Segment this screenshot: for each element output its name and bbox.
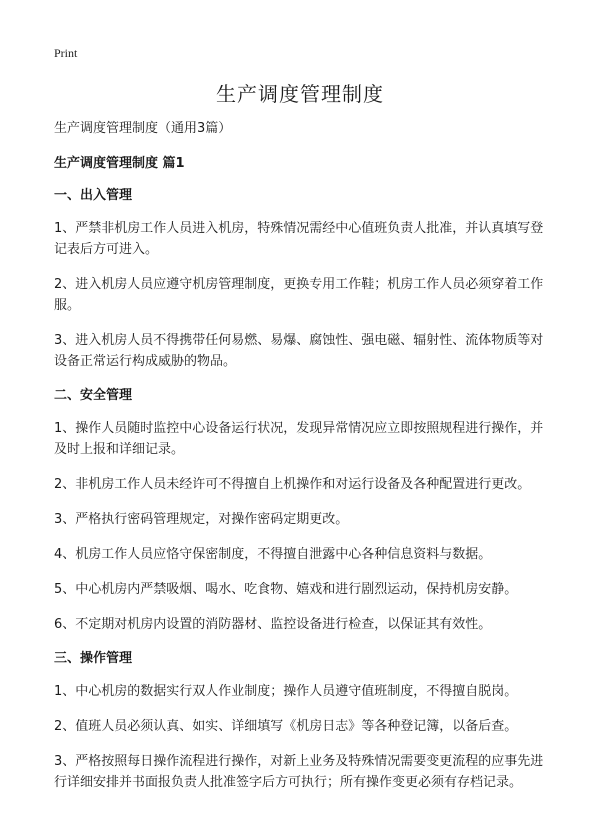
document-body (54, 119, 550, 807)
section-paragraph: 3、严格按照每日操作流程进行操作，对新上业务及特殊情况需要变更流程的应事先进行详细安排并书面报负责人批准签字后方可执行；所有操作变更必须有存档记录。 (54, 754, 544, 790)
section-paragraph: 6、不定期对机房内设置的消防器材、监控设备进行检查，以保证其有效性。 (54, 617, 492, 632)
section-paragraph: 3、严格执行密码管理规定，对操作密码定期更改。 (54, 512, 349, 527)
section-paragraph: 2、进入机房人员应遵守机房管理制度，更换专用工作鞋；机房工作人员必须穿着工作服。 (54, 277, 544, 313)
section-heading: 三、操作管理 (54, 651, 133, 666)
section-paragraph: 3、进入机房人员不得携带任何易燃、易爆、腐蚀性、强电磁、辐射性、流体物质等对设备正常运行构成威胁的物品。 (54, 333, 544, 369)
section-paragraph: 1、操作人员随时监控中心设备运行状况，发现异常情况应立即按照规程进行操作，并及时上报和详细记录。 (54, 421, 544, 457)
section-heading: 一、出入管理 (54, 188, 133, 203)
section-paragraph: 4、机房工作人员应恪守保密制度，不得擅自泄露中心各种信息资料与数据。 (54, 547, 492, 562)
print-link[interactable]: Print (54, 46, 78, 60)
section-paragraph: 5、中心机房内严禁吸烟、喝水、吃食物、嬉戏和进行剧烈运动，保持机房安静。 (54, 582, 518, 597)
section-paragraph: 2、值班人员必须认真、如实、详细填写《机房日志》等各种登记簿，以备后查。 (54, 719, 518, 734)
section-paragraph: 2、非机房工作人员未经许可不得擅自上机操作和对运行设备及各种配置进行更改。 (54, 477, 531, 492)
section-heading: 二、安全管理 (54, 388, 133, 403)
section-paragraph: 1、中心机房的数据实行双人作业制度；操作人员遵守值班制度，不得擅自脱岗。 (54, 684, 518, 699)
document-subtitle: 生产调度管理制度（通用3篇） (54, 121, 232, 136)
document-title: 生产调度管理制度 (216, 82, 384, 106)
section-paragraph: 1、严禁非机房工作人员进入机房，特殊情况需经中心值班负责人批准，并认真填写登记表后方可进入。 (54, 221, 544, 257)
part-heading: 生产调度管理制度 篇1 (54, 156, 185, 171)
